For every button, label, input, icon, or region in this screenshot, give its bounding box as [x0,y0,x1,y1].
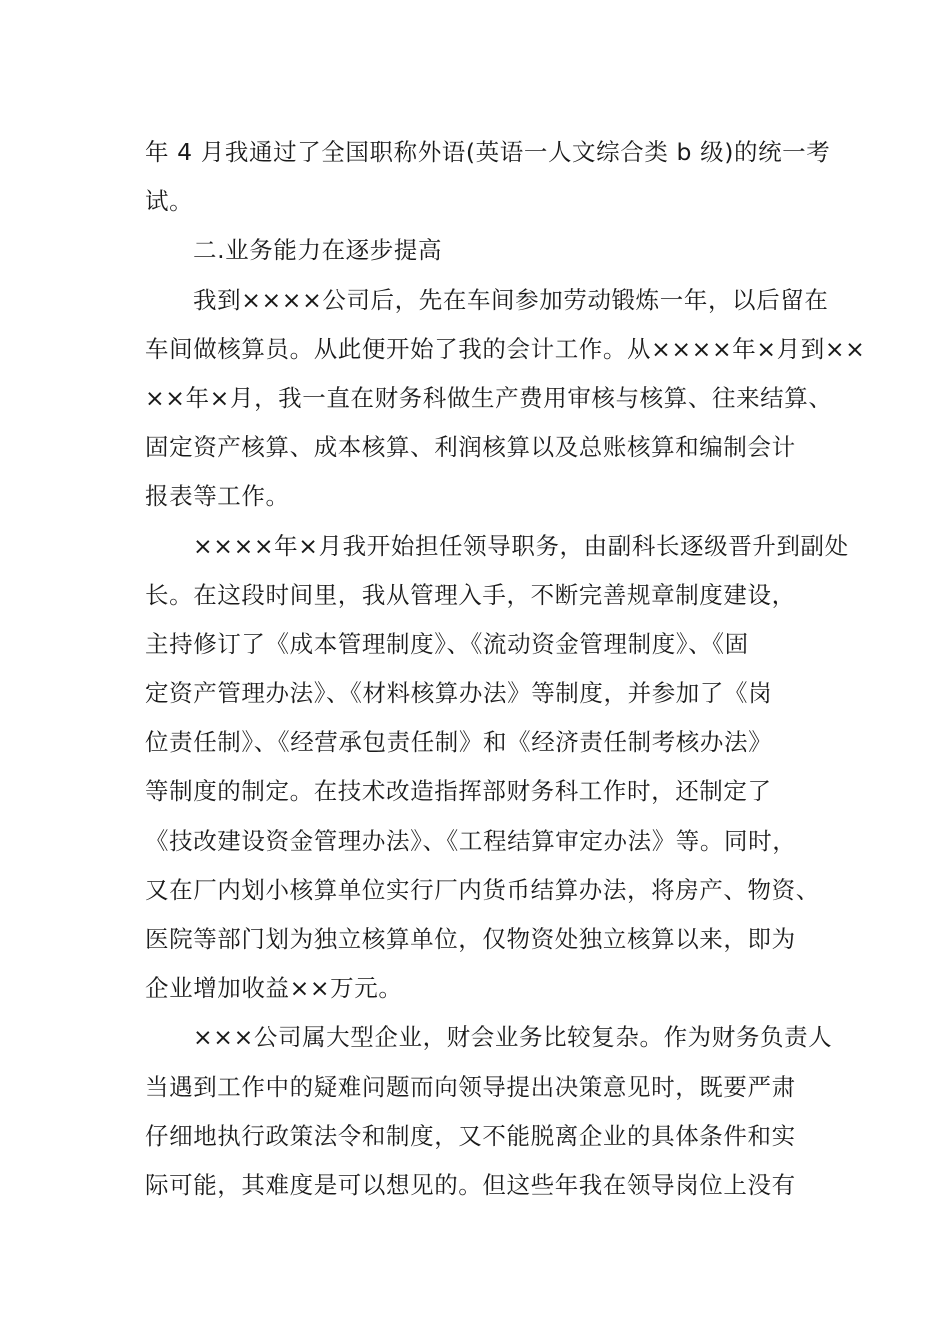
text-line: 等制度的制定。在技术改造指挥部财务科工作时，还制定了 [145,777,772,806]
text-line: 企业增加收益××万元。 [145,974,403,1003]
section-heading: 二.业务能力在逐步提高 [193,236,443,265]
text-line: 固定资产核算、成本核算、利润核算以及总账核算和编制会计 [145,433,796,462]
text-line: 我到××××公司后，先在车间参加劳动锻炼一年，以后留在 [193,285,829,314]
text-line: 当遇到工作中的疑难问题而向领导提出决策意见时，既要严肃 [145,1072,796,1101]
text-line: 际可能，其难度是可以想见的。但这些年我在领导岗位上没有 [145,1170,796,1199]
text-line: ×××公司属大型企业，财会业务比较复杂。作为财务负责人 [193,1023,833,1052]
text-line: 主持修订了《成本管理制度》、《流动资金管理制度》、《固 [145,629,749,658]
text-line: 车间做核算员。从此便开始了我的会计工作。从××××年×月到×× [145,334,866,363]
text-line: 位责任制》、《经营承包责任制》和《经济责任制考核办法》 [145,728,773,757]
text-line: 长。在这段时间里，我从管理入手，不断完善规章制度建设， [145,580,796,609]
text-line: 试。 [145,187,194,216]
text-line: 年 4 月我通过了全国职称外语(英语一人文综合类 b 级)的统一考 [145,138,831,166]
text-line: 医院等部门划为独立核算单位，仅物资处独立核算以来，即为 [145,925,796,953]
text-line: 又在厂内划小核算单位实行厂内货币结算办法，将房产、物资、 [145,875,820,904]
text-line: 仔细地执行政策法令和制度，又不能脱离企业的具体条件和实 [145,1121,796,1150]
text-line: 报表等工作。 [145,482,290,511]
text-line: ××××年×月我开始担任领导职务，由副科长逐级晋升到副处 [193,531,849,560]
text-line: 定资产管理办法》、《材料核算办法》等制度，并参加了《岗 [145,679,773,708]
text-line: ××年×月，我一直在财务科做生产费用审核与核算、往来结算、 [145,383,833,412]
text-line: 《技改建设资金管理办法》、《工程结算审定办法》等。同时， [145,826,797,855]
body-text [145,128,866,1210]
